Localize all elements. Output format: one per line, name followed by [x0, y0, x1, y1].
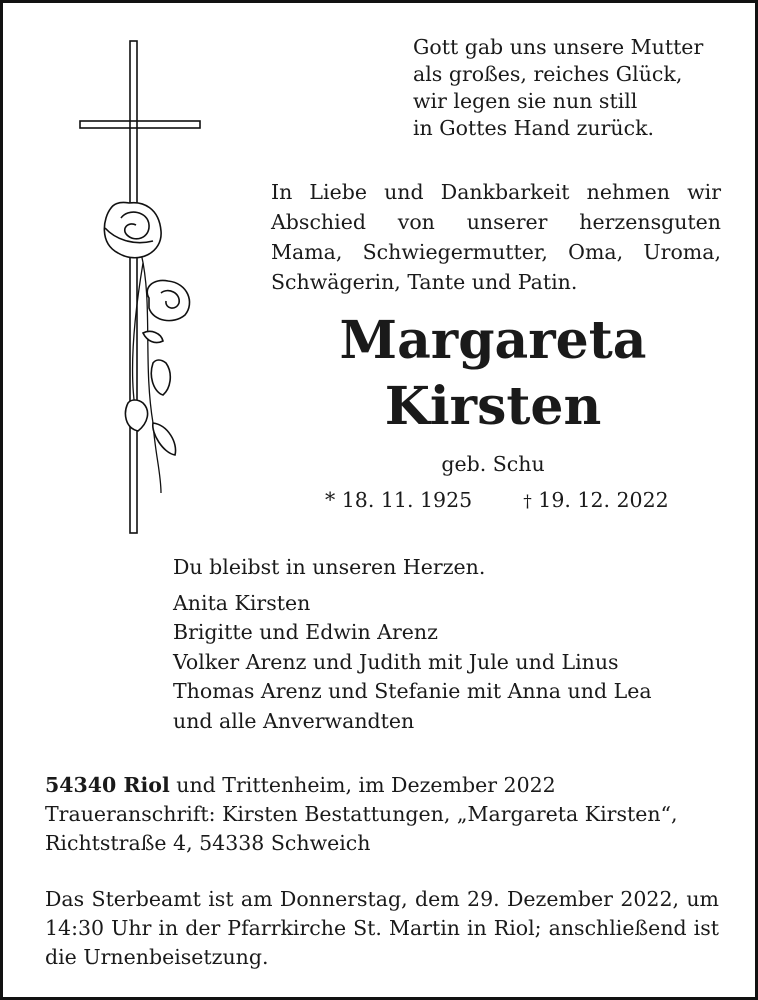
motto: Du bleibst in unseren Herzen. [173, 555, 486, 579]
family-member: Anita Kirsten [173, 590, 311, 615]
intro-text: In Liebe und Dankbarkeit nehmen wir Abschied von unserer herzensguten Mama, Schwiegermutter, Oma, Uroma, Schwägerin, Tante und Patin. [271, 180, 721, 294]
poem-line: in Gottes Hand zurück. [413, 116, 655, 140]
address-line: Traueranschrift: Kirsten Bestattungen, „Margareta Kirsten“, [45, 802, 678, 826]
family-list [173, 553, 652, 736]
deceased-first-name: Margareta [339, 310, 647, 371]
death-date: 19. 12. 2022 [538, 488, 669, 512]
poem-line: Gott gab uns unsere Mutter [413, 35, 704, 59]
address-line: Richtstraße 4, 54338 Schweich [45, 831, 371, 855]
family-member: Brigitte und Edwin Arenz [173, 620, 438, 644]
birth-date: * 18. 11. 1925 [325, 488, 473, 512]
family-member: Thomas Arenz und Stefanie mit Anna und Lea [173, 679, 652, 703]
poem-line: wir legen sie nun still [413, 89, 638, 113]
place-date-line [45, 771, 678, 800]
place-rest: und Trittenheim, im Dezember 2022 [169, 773, 556, 797]
place-bold: 54340 Riol [45, 773, 170, 797]
cross-with-roses-icon [3, 3, 243, 563]
birth-name: geb. Schu [441, 452, 545, 476]
service-info: Das Sterbeamt ist am Donnerstag, dem 29. Dezember 2022, um 14:30 Uhr in der Pfarrkirche St. Martin in Riol; anschließend ist die Urnenbeisetzung. [45, 887, 719, 969]
place-and-address [45, 771, 678, 858]
family-member: Volker Arenz und Judith mit Jule und Linus [173, 649, 619, 674]
life-dates [325, 487, 669, 516]
poem-line: als großes, reiches Glück, [413, 62, 683, 86]
death-symbol: † [523, 492, 532, 512]
family-member: und alle Anverwandten [173, 708, 415, 733]
poem [413, 34, 703, 142]
deceased-last-name: Kirsten [384, 376, 602, 437]
